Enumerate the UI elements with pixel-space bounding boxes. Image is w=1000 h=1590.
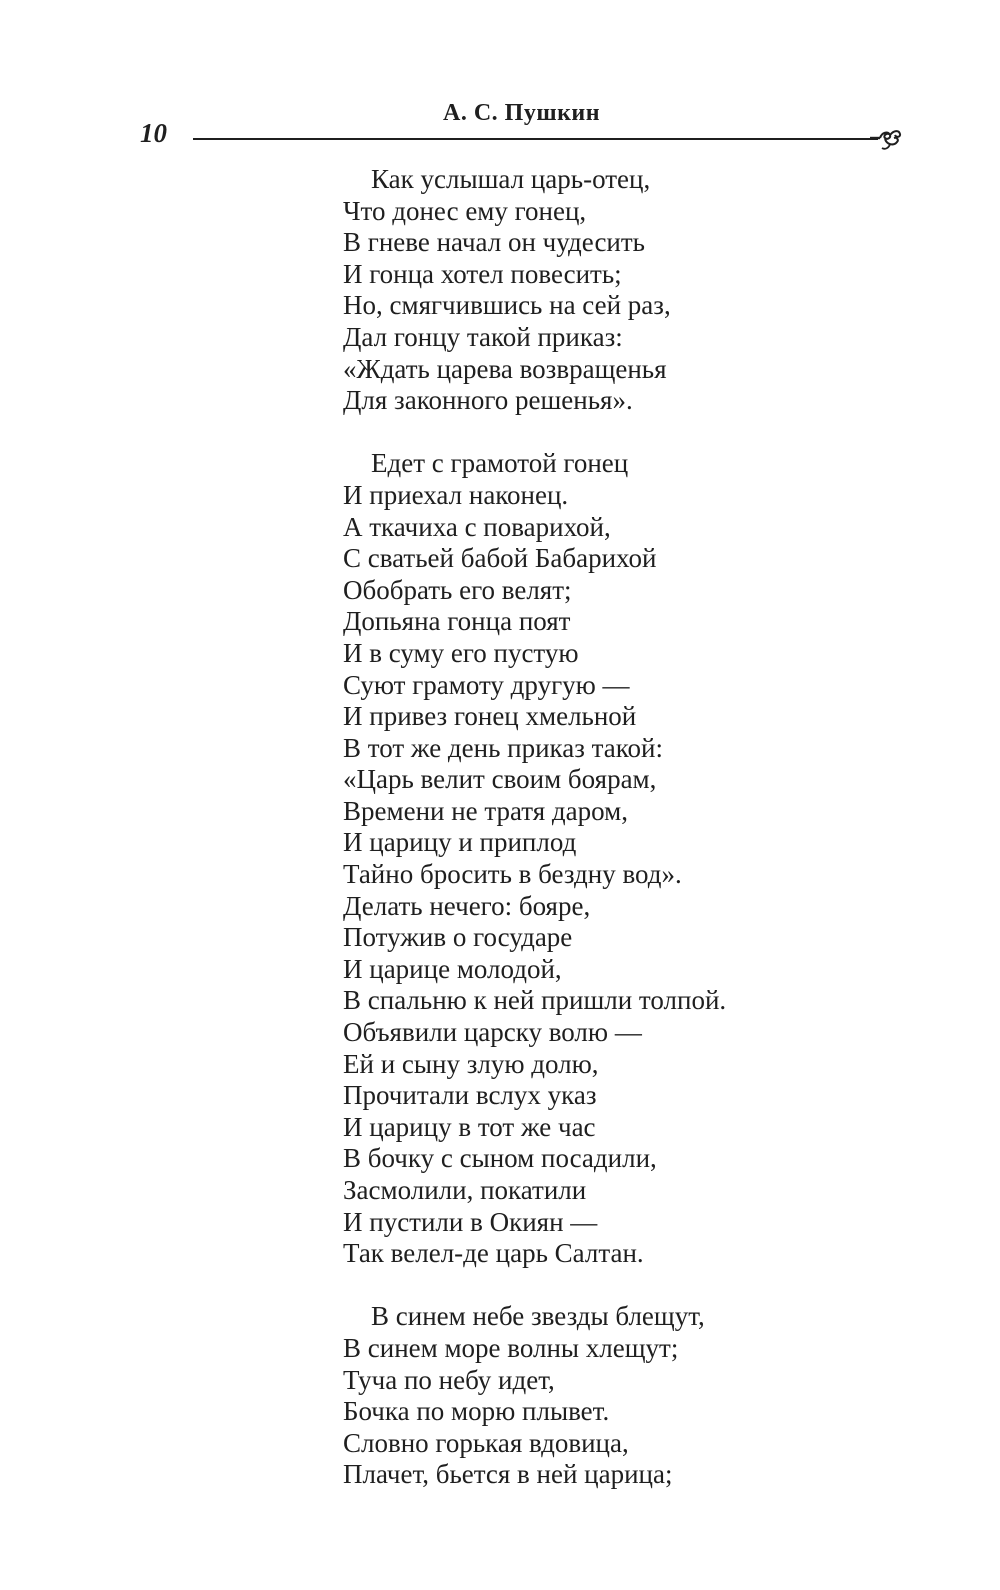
- verse-line: Едет с грамотой гонец: [371, 448, 629, 479]
- verse-line: Но, смягчившись на сей раз,: [343, 290, 671, 321]
- verse-line: Туча по небу идет,: [343, 1364, 555, 1395]
- scroll-flourish-icon: [868, 122, 908, 154]
- verse-line: Делать нечего: бояре,: [343, 890, 591, 921]
- verse-line: Прочитали вслух указ: [343, 1080, 597, 1111]
- poem-body: [343, 164, 863, 1491]
- verse-line: И в суму его пустую: [343, 637, 579, 668]
- stanza: [343, 448, 863, 1269]
- verse-line: И царицу в тот же час: [343, 1111, 596, 1142]
- verse-line: И привез гонец хмельной: [343, 701, 637, 732]
- stanza: [343, 164, 863, 417]
- verse-line: Тайно бросить в бездну вод».: [343, 859, 682, 890]
- verse-line: В бочку с сыном посадили,: [343, 1143, 657, 1174]
- verse-line: В тот же день приказ такой:: [343, 732, 663, 763]
- verse-line: Времени не тратя даром,: [343, 795, 628, 826]
- page-number: 10: [140, 118, 167, 148]
- verse-line: Так велел-де царь Салтан.: [343, 1238, 644, 1269]
- verse-line: Потужив о государе: [343, 922, 573, 953]
- header-rule: [193, 138, 878, 140]
- verse-line: Суют грамоту другую —: [343, 669, 630, 700]
- verse-line: Как услышал царь-отец,: [371, 164, 651, 194]
- verse-line: Объявили царску волю —: [343, 1017, 642, 1048]
- verse-line: И приехал наконец.: [343, 479, 569, 510]
- verse-line: Ей и сыну злую долю,: [343, 1048, 599, 1079]
- verse-line: В спальню к ней пришли толпой.: [343, 985, 727, 1016]
- verse-line: А ткачиха с поварихой,: [343, 511, 611, 542]
- verse-line: «Ждать царева возвращенья: [343, 353, 667, 384]
- verse-line: Дал гонцу такой приказ:: [343, 321, 623, 352]
- page-header: [0, 0, 1000, 160]
- verse-line: Что донес ему гонец,: [343, 195, 587, 226]
- verse-line: В синем море волны хлещут;: [343, 1332, 679, 1363]
- verse-line: В гневе начал он чудесить: [343, 227, 645, 258]
- verse-line: Бочка по морю плывет.: [343, 1396, 610, 1427]
- stanza: [343, 1301, 863, 1491]
- verse-line: Обобрать его велят;: [343, 574, 572, 605]
- verse-line: Плачет, бьется в ней царица;: [343, 1459, 673, 1490]
- verse-line: «Царь велит своим боярам,: [343, 764, 657, 795]
- verse-line: И пустили в Окиян —: [343, 1206, 598, 1237]
- verse-line: Словно горькая вдовица,: [343, 1427, 629, 1458]
- verse-line: В синем небе звезды блещут,: [371, 1301, 705, 1332]
- verse-line: Допьяна гонца поят: [343, 606, 571, 637]
- running-title: А. С. Пушкин: [443, 100, 601, 126]
- verse-line: И царице молодой,: [343, 953, 562, 984]
- verse-line: Для законного решенья».: [343, 385, 633, 416]
- verse-line: С сватьей бабой Бабарихой: [343, 543, 657, 574]
- verse-line: Засмолили, покатили: [343, 1175, 587, 1205]
- verse-line: И гонца хотел повесить;: [343, 258, 622, 289]
- verse-line: И царицу и приплод: [343, 827, 577, 858]
